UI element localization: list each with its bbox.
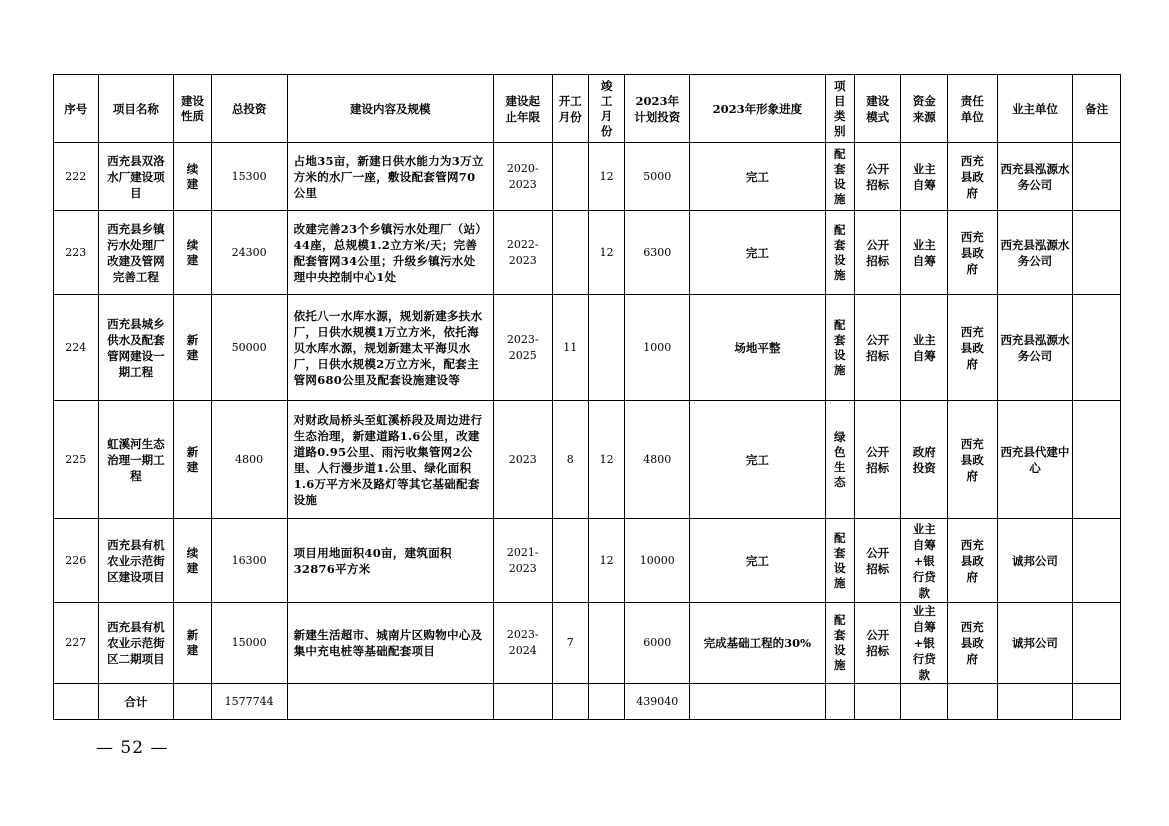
cell-content: 对财政局桥头至虹溪桥段及周边进行生态治理，新建道路1.6公里，改建道路0.95公里、雨污收集管网2公里、人行漫步道1.公里、绿化面积1.6万平方米及路灯等其它基础配套设施	[287, 401, 493, 519]
total-empty-cell	[174, 684, 211, 720]
cell-content: 占地35亩，新建日供水能力为3万立方米的水厂一座，敷设配套管网70公里	[287, 143, 493, 211]
cell-no: 222	[54, 143, 99, 211]
cell-owner: 诚邦公司	[997, 519, 1073, 603]
cell-remark	[1073, 603, 1121, 684]
total-empty-cell	[1073, 684, 1121, 720]
cell-start-month: 7	[552, 603, 588, 684]
cell-owner: 西充县泓源水务公司	[997, 143, 1073, 211]
cell-start-month	[552, 519, 588, 603]
cell-fund: 业主自筹	[901, 143, 948, 211]
cell-end-month: 12	[588, 401, 624, 519]
cell-start-month: 8	[552, 401, 588, 519]
project-table	[53, 74, 1121, 720]
cell-no: 224	[54, 295, 99, 401]
header-fund: 资金来源	[901, 75, 948, 143]
cell-investment: 4800	[211, 401, 287, 519]
cell-resp: 西充县政府	[947, 143, 997, 211]
cell-plan-2023: 4800	[625, 401, 690, 519]
cell-investment: 15000	[211, 603, 287, 684]
total-empty-cell	[493, 684, 552, 720]
total-empty-cell	[947, 684, 997, 720]
total-row	[54, 684, 1121, 720]
cell-owner: 西充县代建中心	[997, 401, 1073, 519]
cell-period: 2023-2025	[493, 295, 552, 401]
table-row	[54, 519, 1121, 603]
cell-period: 2020-2023	[493, 143, 552, 211]
cell-investment: 24300	[211, 211, 287, 295]
cell-category: 配套设施	[825, 143, 854, 211]
cell-period: 2021-2023	[493, 519, 552, 603]
cell-end-month: 12	[588, 519, 624, 603]
cell-progress-2023: 完成基础工程的30%	[690, 603, 826, 684]
total-empty-cell	[854, 684, 901, 720]
cell-resp: 西充县政府	[947, 295, 997, 401]
cell-category: 配套设施	[825, 603, 854, 684]
cell-remark	[1073, 401, 1121, 519]
cell-investment: 15300	[211, 143, 287, 211]
cell-resp: 西充县政府	[947, 519, 997, 603]
cell-nature: 新建	[174, 401, 211, 519]
cell-plan-2023: 1000	[625, 295, 690, 401]
total-label: 合计	[98, 684, 174, 720]
total-empty-cell	[690, 684, 826, 720]
header-no: 序号	[54, 75, 99, 143]
cell-name: 西充县有机农业示范街区二期项目	[98, 603, 174, 684]
cell-start-month: 11	[552, 295, 588, 401]
table-header-row	[54, 75, 1121, 143]
cell-resp: 西充县政府	[947, 603, 997, 684]
table-row	[54, 143, 1121, 211]
cell-remark	[1073, 211, 1121, 295]
cell-period: 2023	[493, 401, 552, 519]
cell-nature: 新建	[174, 295, 211, 401]
cell-category: 配套设施	[825, 519, 854, 603]
header-mode: 建设模式	[854, 75, 901, 143]
cell-nature: 续建	[174, 143, 211, 211]
cell-progress-2023: 完工	[690, 519, 826, 603]
cell-plan-2023: 10000	[625, 519, 690, 603]
cell-progress-2023: 完工	[690, 143, 826, 211]
cell-end-month	[588, 295, 624, 401]
header-resp: 责任单位	[947, 75, 997, 143]
cell-nature: 续建	[174, 519, 211, 603]
cell-start-month	[552, 143, 588, 211]
cell-name: 西充县有机农业示范街区建设项目	[98, 519, 174, 603]
cell-progress-2023: 完工	[690, 211, 826, 295]
table-row	[54, 295, 1121, 401]
cell-resp: 西充县政府	[947, 401, 997, 519]
header-period: 建设起止年限	[493, 75, 552, 143]
page-number: — 52 —	[96, 738, 169, 758]
header-progress-2023: 2023年形象进度	[690, 75, 826, 143]
cell-no: 227	[54, 603, 99, 684]
cell-category: 配套设施	[825, 211, 854, 295]
cell-mode: 公开招标	[854, 211, 901, 295]
cell-nature: 新建	[174, 603, 211, 684]
cell-mode: 公开招标	[854, 603, 901, 684]
cell-name: 虹溪河生态治理一期工程	[98, 401, 174, 519]
cell-mode: 公开招标	[854, 143, 901, 211]
cell-content: 改建完善23个乡镇污水处理厂（站）44座，总规模1.2立方米/天；完善配套管网34公里；升级乡镇污水处理中央控制中心1处	[287, 211, 493, 295]
header-plan-2023: 2023年计划投资	[625, 75, 690, 143]
cell-mode: 公开招标	[854, 401, 901, 519]
cell-name: 西充县乡镇污水处理厂改建及管网完善工程	[98, 211, 174, 295]
cell-fund: 业主自筹	[901, 211, 948, 295]
table-row	[54, 603, 1121, 684]
header-content: 建设内容及规模	[287, 75, 493, 143]
cell-start-month	[552, 211, 588, 295]
cell-progress-2023: 完工	[690, 401, 826, 519]
total-investment: 1577744	[211, 684, 287, 720]
header-nature: 建设性质	[174, 75, 211, 143]
cell-no: 225	[54, 401, 99, 519]
total-empty-cell	[552, 684, 588, 720]
cell-remark	[1073, 143, 1121, 211]
header-category: 项目类别	[825, 75, 854, 143]
cell-owner: 西充县泓源水务公司	[997, 295, 1073, 401]
cell-remark	[1073, 295, 1121, 401]
header-investment: 总投资	[211, 75, 287, 143]
cell-category: 配套设施	[825, 295, 854, 401]
cell-remark	[1073, 519, 1121, 603]
total-empty-cell	[901, 684, 948, 720]
total-empty-cell	[54, 684, 99, 720]
cell-resp: 西充县政府	[947, 211, 997, 295]
cell-plan-2023: 6000	[625, 603, 690, 684]
cell-content: 新建生活超市、城南片区购物中心及集中充电桩等基础配套项目	[287, 603, 493, 684]
cell-content: 项目用地面积40亩，建筑面积32876平方米	[287, 519, 493, 603]
header-start-month: 开工月份	[552, 75, 588, 143]
total-empty-cell	[588, 684, 624, 720]
cell-fund: 业主自筹	[901, 295, 948, 401]
header-end-month: 竣工月份	[588, 75, 624, 143]
cell-investment: 50000	[211, 295, 287, 401]
cell-mode: 公开招标	[854, 519, 901, 603]
cell-owner: 西充县泓源水务公司	[997, 211, 1073, 295]
cell-progress-2023: 场地平整	[690, 295, 826, 401]
cell-period: 2023-2024	[493, 603, 552, 684]
cell-investment: 16300	[211, 519, 287, 603]
cell-fund: 业主自筹+银行贷款	[901, 519, 948, 603]
cell-plan-2023: 6300	[625, 211, 690, 295]
cell-content: 依托八一水库水源，规划新建多扶水厂，日供水规模1万立方米，依托海贝水库水源，规划新建太平海贝水厂，日供水规模2万立方米，配套主管网680公里及配套设施建设等	[287, 295, 493, 401]
table-row	[54, 401, 1121, 519]
header-name: 项目名称	[98, 75, 174, 143]
cell-end-month: 12	[588, 143, 624, 211]
cell-end-month: 12	[588, 211, 624, 295]
total-empty-cell	[997, 684, 1073, 720]
cell-name: 西充县双洛水厂建设项目	[98, 143, 174, 211]
cell-end-month	[588, 603, 624, 684]
cell-category: 绿色生态	[825, 401, 854, 519]
cell-no: 223	[54, 211, 99, 295]
cell-no: 226	[54, 519, 99, 603]
total-empty-cell	[287, 684, 493, 720]
total-empty-cell	[825, 684, 854, 720]
total-plan-2023: 439040	[625, 684, 690, 720]
cell-owner: 诚邦公司	[997, 603, 1073, 684]
cell-nature: 续建	[174, 211, 211, 295]
cell-name: 西充县城乡供水及配套管网建设一期工程	[98, 295, 174, 401]
cell-fund: 政府投资	[901, 401, 948, 519]
cell-mode: 公开招标	[854, 295, 901, 401]
cell-fund: 业主自筹+银行贷款	[901, 603, 948, 684]
cell-period: 2022-2023	[493, 211, 552, 295]
header-remark: 备注	[1073, 75, 1121, 143]
table-row	[54, 211, 1121, 295]
cell-plan-2023: 5000	[625, 143, 690, 211]
header-owner: 业主单位	[997, 75, 1073, 143]
